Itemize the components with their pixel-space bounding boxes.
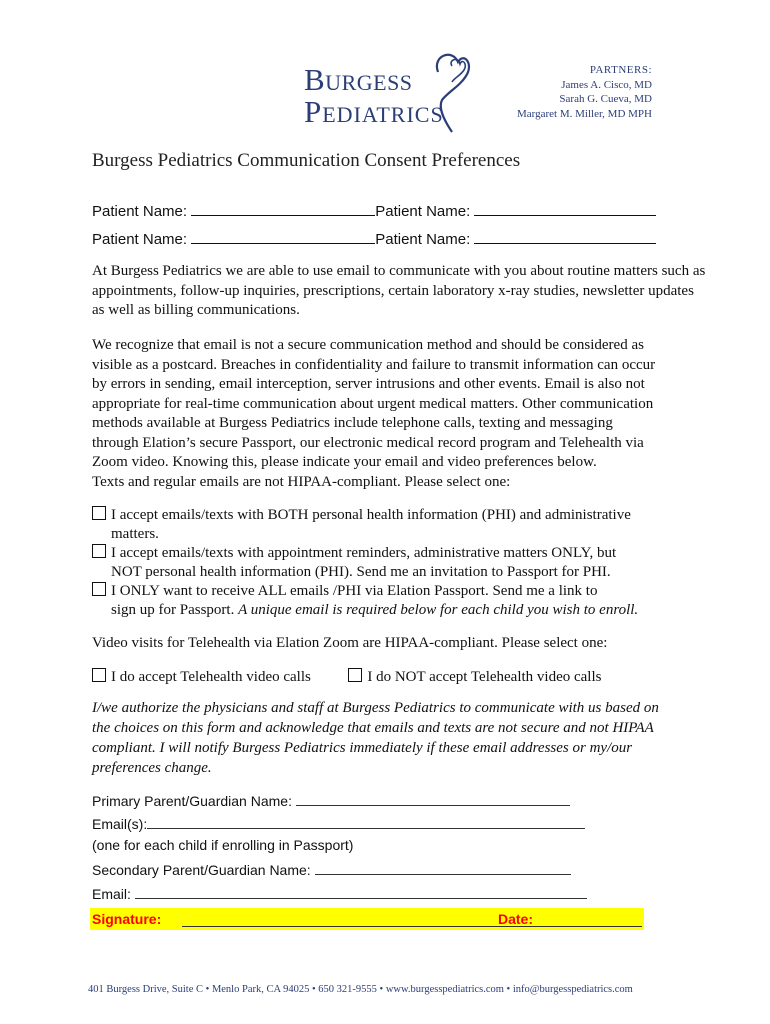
- option-text: sign up for Passport.: [111, 602, 235, 618]
- email-field[interactable]: [135, 884, 587, 899]
- date-label: Date:: [498, 911, 534, 927]
- signature-row: [90, 908, 644, 930]
- emails-field[interactable]: [147, 814, 585, 829]
- email-option-admin-only: [92, 544, 712, 582]
- option-note: A unique email is required below for each child you wish to enroll.: [238, 602, 639, 618]
- primary-guardian-row: [92, 791, 570, 809]
- secondary-guardian-label: Secondary Parent/Guardian Name:: [92, 862, 311, 878]
- option-text: matters.: [111, 526, 159, 542]
- secondary-guardian-row: [92, 860, 571, 878]
- primary-guardian-field[interactable]: [296, 791, 570, 806]
- emails-label: Email(s):: [92, 816, 148, 832]
- security-line: methods available at Burgess Pediatrics include telephone calls, texting and messaging: [92, 415, 613, 431]
- checkbox-video-accept[interactable]: [92, 668, 106, 682]
- authorization-line: compliant. I will notify Burgess Pediatrics immediately if these email addresses or my/our: [92, 740, 633, 756]
- emails-note: (one for each child if enrolling in Passport): [92, 837, 354, 853]
- authorization-paragraph: [92, 698, 722, 778]
- email-option-passport-only: [92, 582, 712, 620]
- security-line: through Elation’s secure Passport, our electronic medical record program and Telehealth via: [92, 434, 644, 451]
- security-line: We recognize that email is not a secure communication method and should be considered as: [92, 337, 644, 353]
- patient-name-field[interactable]: [191, 200, 375, 216]
- security-paragraph: [92, 336, 722, 492]
- partner-name: Sarah G. Cueva, MD: [559, 93, 652, 105]
- security-line: appropriate for real-time communication about urgent medical matters. Other communication: [92, 395, 654, 412]
- partner-name: James A. Cisco, MD: [561, 78, 652, 91]
- signature-label: Signature:: [92, 911, 162, 927]
- checkbox-passport-only[interactable]: [92, 582, 106, 596]
- page-title: Burgess Pediatrics Communication Consent Preferences: [92, 150, 521, 171]
- email-label: Email:: [92, 886, 131, 902]
- patient-name-label: Patient Name:: [375, 231, 471, 248]
- emails-row: [92, 814, 585, 832]
- security-line: Texts and regular emails are not HIPAA-compliant. Please select one:: [92, 473, 511, 490]
- partners-heading: PARTNERS:: [589, 64, 652, 76]
- option-text: I ONLY want to receive ALL emails /PHI via Elation Passport. Send me a link to: [111, 583, 598, 599]
- video-accept-label: I do accept Telehealth video calls: [111, 669, 311, 685]
- patient-name-field[interactable]: [191, 228, 375, 244]
- video-prompt: Video visits for Telehealth via Elation Zoom are HIPAA-compliant. Please select one:: [92, 635, 608, 651]
- email-row: [92, 884, 587, 902]
- option-text: I accept emails/texts with BOTH personal health information (PHI) and administrative: [111, 507, 631, 523]
- option-text: NOT personal health information (PHI). Send me an invitation to Passport for PHI.: [111, 564, 611, 580]
- patient-name-field[interactable]: [474, 200, 656, 216]
- footer-contact: 401 Burgess Drive, Suite C • Menlo Park, CA 94025 • 650 321-9555 • www.burgesspediatrics.com • info@burgesspediatrics.com: [88, 984, 633, 995]
- patient-name-label: Patient Name:: [375, 203, 471, 220]
- email-option-phi-admin: [92, 506, 712, 544]
- partners-list: [517, 63, 652, 121]
- patient-name-field[interactable]: [474, 228, 656, 244]
- video-options: [92, 668, 712, 687]
- authorization-line: preferences change.: [92, 760, 212, 776]
- partner-name: Margaret M. Miller, MD MPH: [516, 107, 652, 120]
- security-line: Zoom video. Knowing this, please indicate your email and video preferences below.: [92, 454, 597, 470]
- patient-name-label: Patient Name:: [92, 203, 188, 220]
- security-line: visible as a postcard. Breaches in confidentiality and failure to transmit information can occur: [92, 356, 656, 373]
- logo-subtitle: Pediatrics: [304, 94, 444, 129]
- checkbox-video-decline[interactable]: [348, 668, 362, 682]
- patient-name-row: [92, 228, 656, 248]
- security-line: by errors in sending, email interception, server intrusions and other events. Email is also not: [92, 376, 645, 392]
- intro-paragraph: At Burgess Pediatrics we are able to use email to communicate with you about routine matters such as appointments, follow-up inquiries, prescriptions, certain laboratory x-ray studies, newsletter updates as well as billing communications.: [92, 263, 706, 318]
- primary-guardian-label: Primary Parent/Guardian Name:: [92, 793, 292, 809]
- date-field[interactable]: [546, 926, 642, 927]
- logo-name: Burgess: [304, 62, 413, 97]
- secondary-guardian-field[interactable]: [315, 860, 571, 875]
- authorization-line: the choices on this form and acknowledge that emails and texts are not secure and not HIPAA: [92, 720, 654, 736]
- checkbox-phi-admin[interactable]: [92, 506, 106, 520]
- video-decline-label: I do NOT accept Telehealth video calls: [367, 669, 602, 685]
- patient-name-row: [92, 200, 656, 220]
- option-text: I accept emails/texts with appointment reminders, administrative matters ONLY, but: [111, 545, 617, 561]
- patient-name-label: Patient Name:: [92, 231, 188, 248]
- logo: [304, 42, 474, 136]
- heart-icon: [408, 42, 472, 134]
- authorization-line: I/we authorize the physicians and staff at Burgess Pediatrics to communicate with us based on: [92, 700, 659, 716]
- checkbox-admin-only[interactable]: [92, 544, 106, 558]
